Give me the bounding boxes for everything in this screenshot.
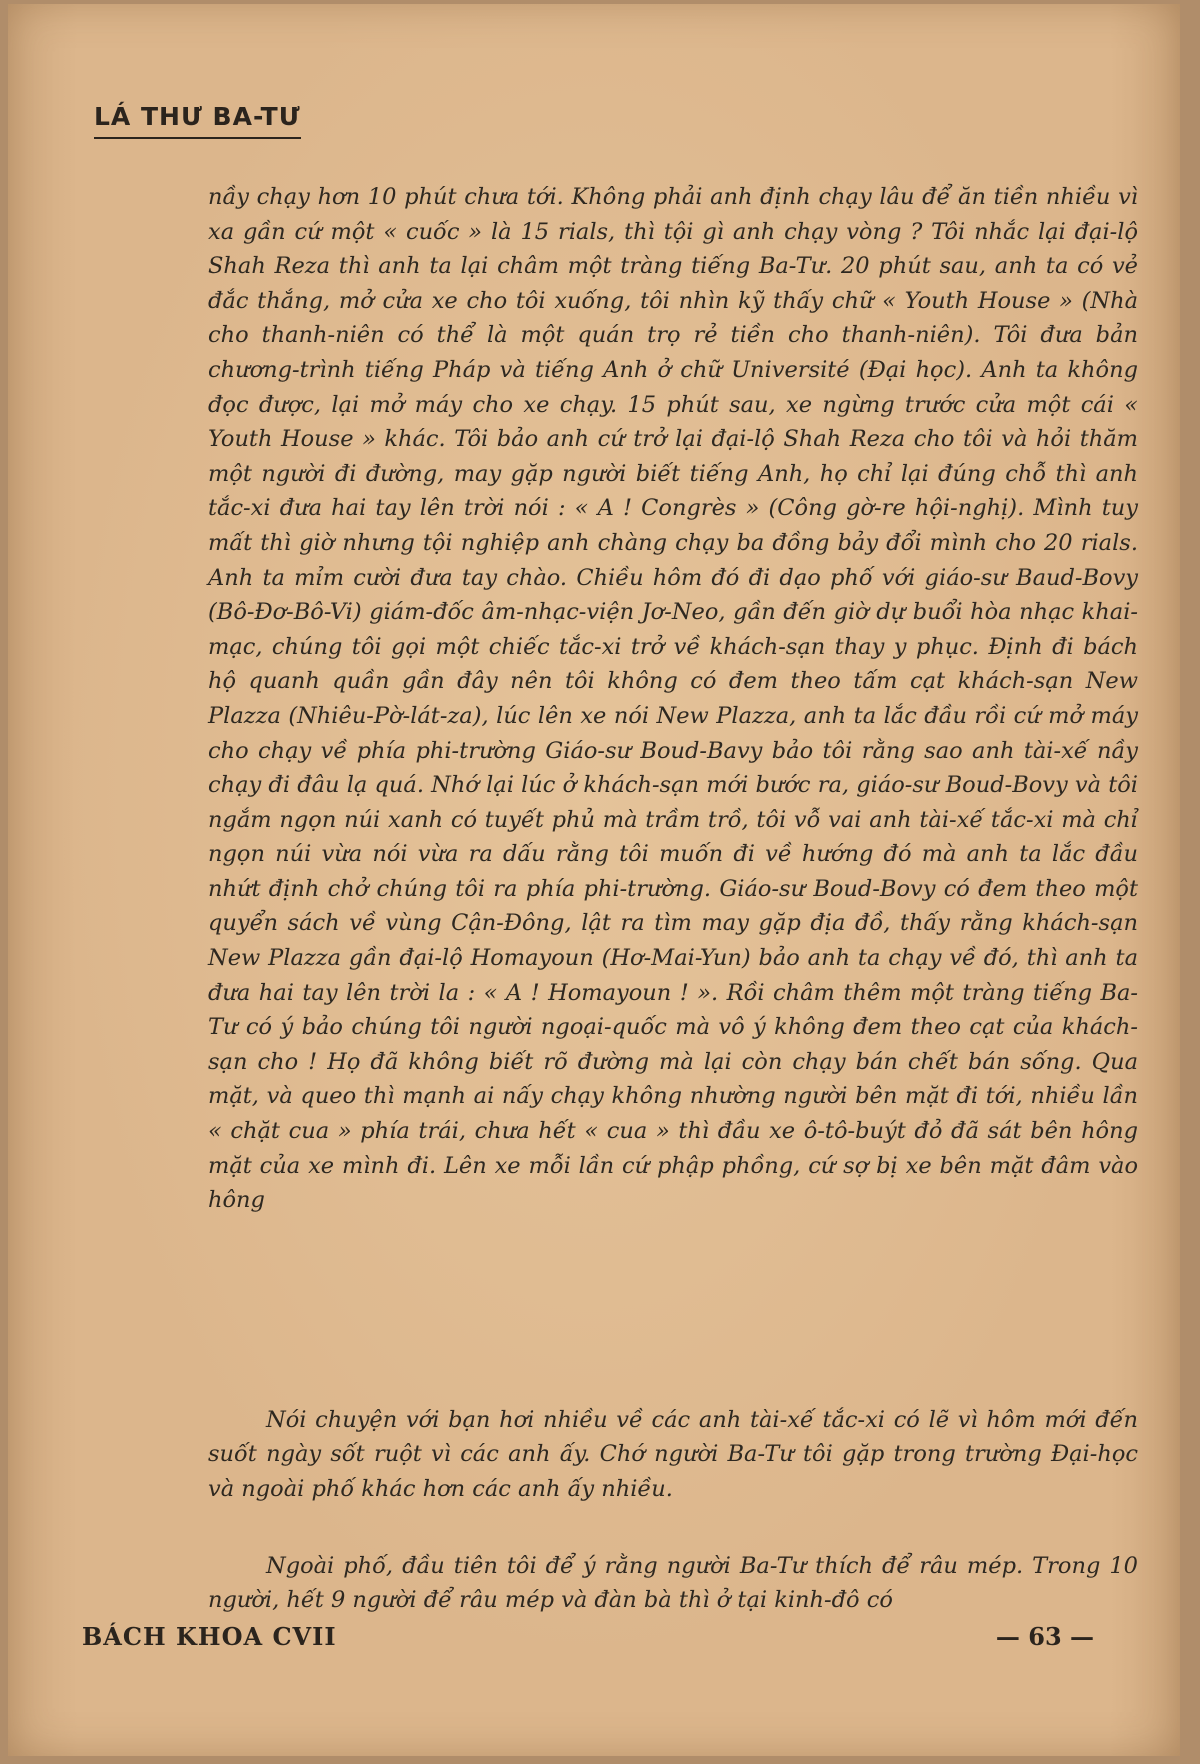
paragraph-text: nầy chạy hơn 10 phút chưa tới. Không phải anh định chạy lâu để ăn tiền nhiều vì xa gần cứ một « cuốc » là 15 rials, thì tội gì anh chạy vòng ? Tôi nhắc lại đại-lộ Shah Reza thì anh ta lại châm một tràng tiếng Ba-Tư. 20 phút sau, anh ta có vẻ đắc thắng, mở cửa xe cho tôi xuống, tôi nhìn kỹ thấy chữ « Youth House » (Nhà cho thanh-niên có thể là một quán trọ rẻ tiền cho thanh-niên). Tôi đưa bản chương-trình tiếng Pháp và tiếng Anh ở chữ Université (Đại học). Anh ta không đọc được, lại mở máy cho xe chạy. 15 phút sau, xe ngừng trước cửa một cái « Youth House » khác. Tôi bảo anh cứ trở lại đại-lộ Shah Reza cho tôi và hỏi thăm một người đi đường, may gặp người biết tiếng Anh, họ chỉ lại đúng chỗ thì anh tắc-xi đưa hai tay lên trời nói : « A ! Congrès » (Công gờ-re hội-nghị). Mình tuy mất thì giờ nhưng tội nghiệp anh chàng chạy ba đồng bảy đổi mình cho 20 rials. Anh ta mỉm cười đưa tay chào. Chiều hôm đó đi dạo phố với giáo-sư Baud-Bovy (Bô-Đơ-Bô-Vi) giám-đốc âm-nhạc-viện Jơ-Neo, gần đến giờ dự buổi hòa nhạc khai-mạc, chúng tôi gọi một chiếc tắc-xi trở về khách-sạn thay y phục. Định đi bách hộ quanh quần gần đây nên tôi không có đem theo tấm cạt khách-sạn New Plazza (Nhiêu-Pờ-lát-za), lúc lên xe nói New Plazza, anh ta lắc đầu rồi cứ mở máy cho chạy về phía phi-trường Giáo-sư Boud-Bavy bảo tôi rằng sao anh tài-xế nầy chạy đi đâu lạ quá. Nhớ lại lúc ở khách-sạn mới bước ra, giáo-sư Boud-Bovy và tôi ngắm ngọn núi xanh có tuyết phủ mà trầm trồ, tôi vỗ vai anh tài-xế tắc-xi mà chỉ ngọn núi vừa nói vừa ra dấu rằng tôi muốn đi về hướng đó mà anh ta lắc đầu nhứt định chở chúng tôi ra phía phi-trường. Giáo-sư Boud-Bovy có đem theo một quyển sách về vùng Cận-Đông, lật ra tìm may gặp địa đồ, thấy rằng khách-sạn New Plazza gần đại-lộ Homayoun (Hơ-Mai-Yun) bảo anh ta chạy về đó, thì anh ta đưa hai tay lên trời la : « A ! Homayoun ! ». Rồi châm thêm một tràng tiếng Ba-Tư có ý bảo chúng tôi người ngoại-quốc mà vô ý không đem theo cạt của khách-sạn cho ! Họ đã không biết rõ đường mà lại còn chạy bán chết bán sống. Qua mặt, và queo thì mạnh ai nấy chạy không nhường người bên mặt đi tới, nhiều lần « chặt cua » phía trái, chưa hết « cua » thì đầu xe ô-tô-buýt đỏ đã sát bên hông mặt của xe mình đi. Lên xe mỗi lần cứ phập phồng, cứ sợ bị xe bên mặt đâm vào hông <box>208 184 1138 1214</box>
footer-magazine-title: BÁCH KHOA CVII <box>82 1622 337 1651</box>
body-paragraph-2: Nói chuyện với bạn hơi nhiều về các anh tài-xế tắc-xi có lẽ vì hôm mới đến suốt ngày sốt ruột vì các anh ấy. Chớ người Ba-Tư tôi gặp trong trường Đại-học và ngoài phố khác hơn các anh ấy nhiều. <box>208 1406 1138 1502</box>
footer-page-number: — 63 — <box>995 1622 1094 1651</box>
page-sheet <box>8 4 1180 1756</box>
running-title: LÁ THƯ BA-TƯ <box>94 102 301 139</box>
body-paragraph-3: Ngoài phố, đầu tiên tôi để ý rằng người Ba-Tư thích để râu mép. Trong 10 người, hết 9 người để râu mép và đàn bà thì ở tại kinh-đô có <box>208 1552 1138 1614</box>
body-paragraph-1 <box>208 180 1138 1218</box>
